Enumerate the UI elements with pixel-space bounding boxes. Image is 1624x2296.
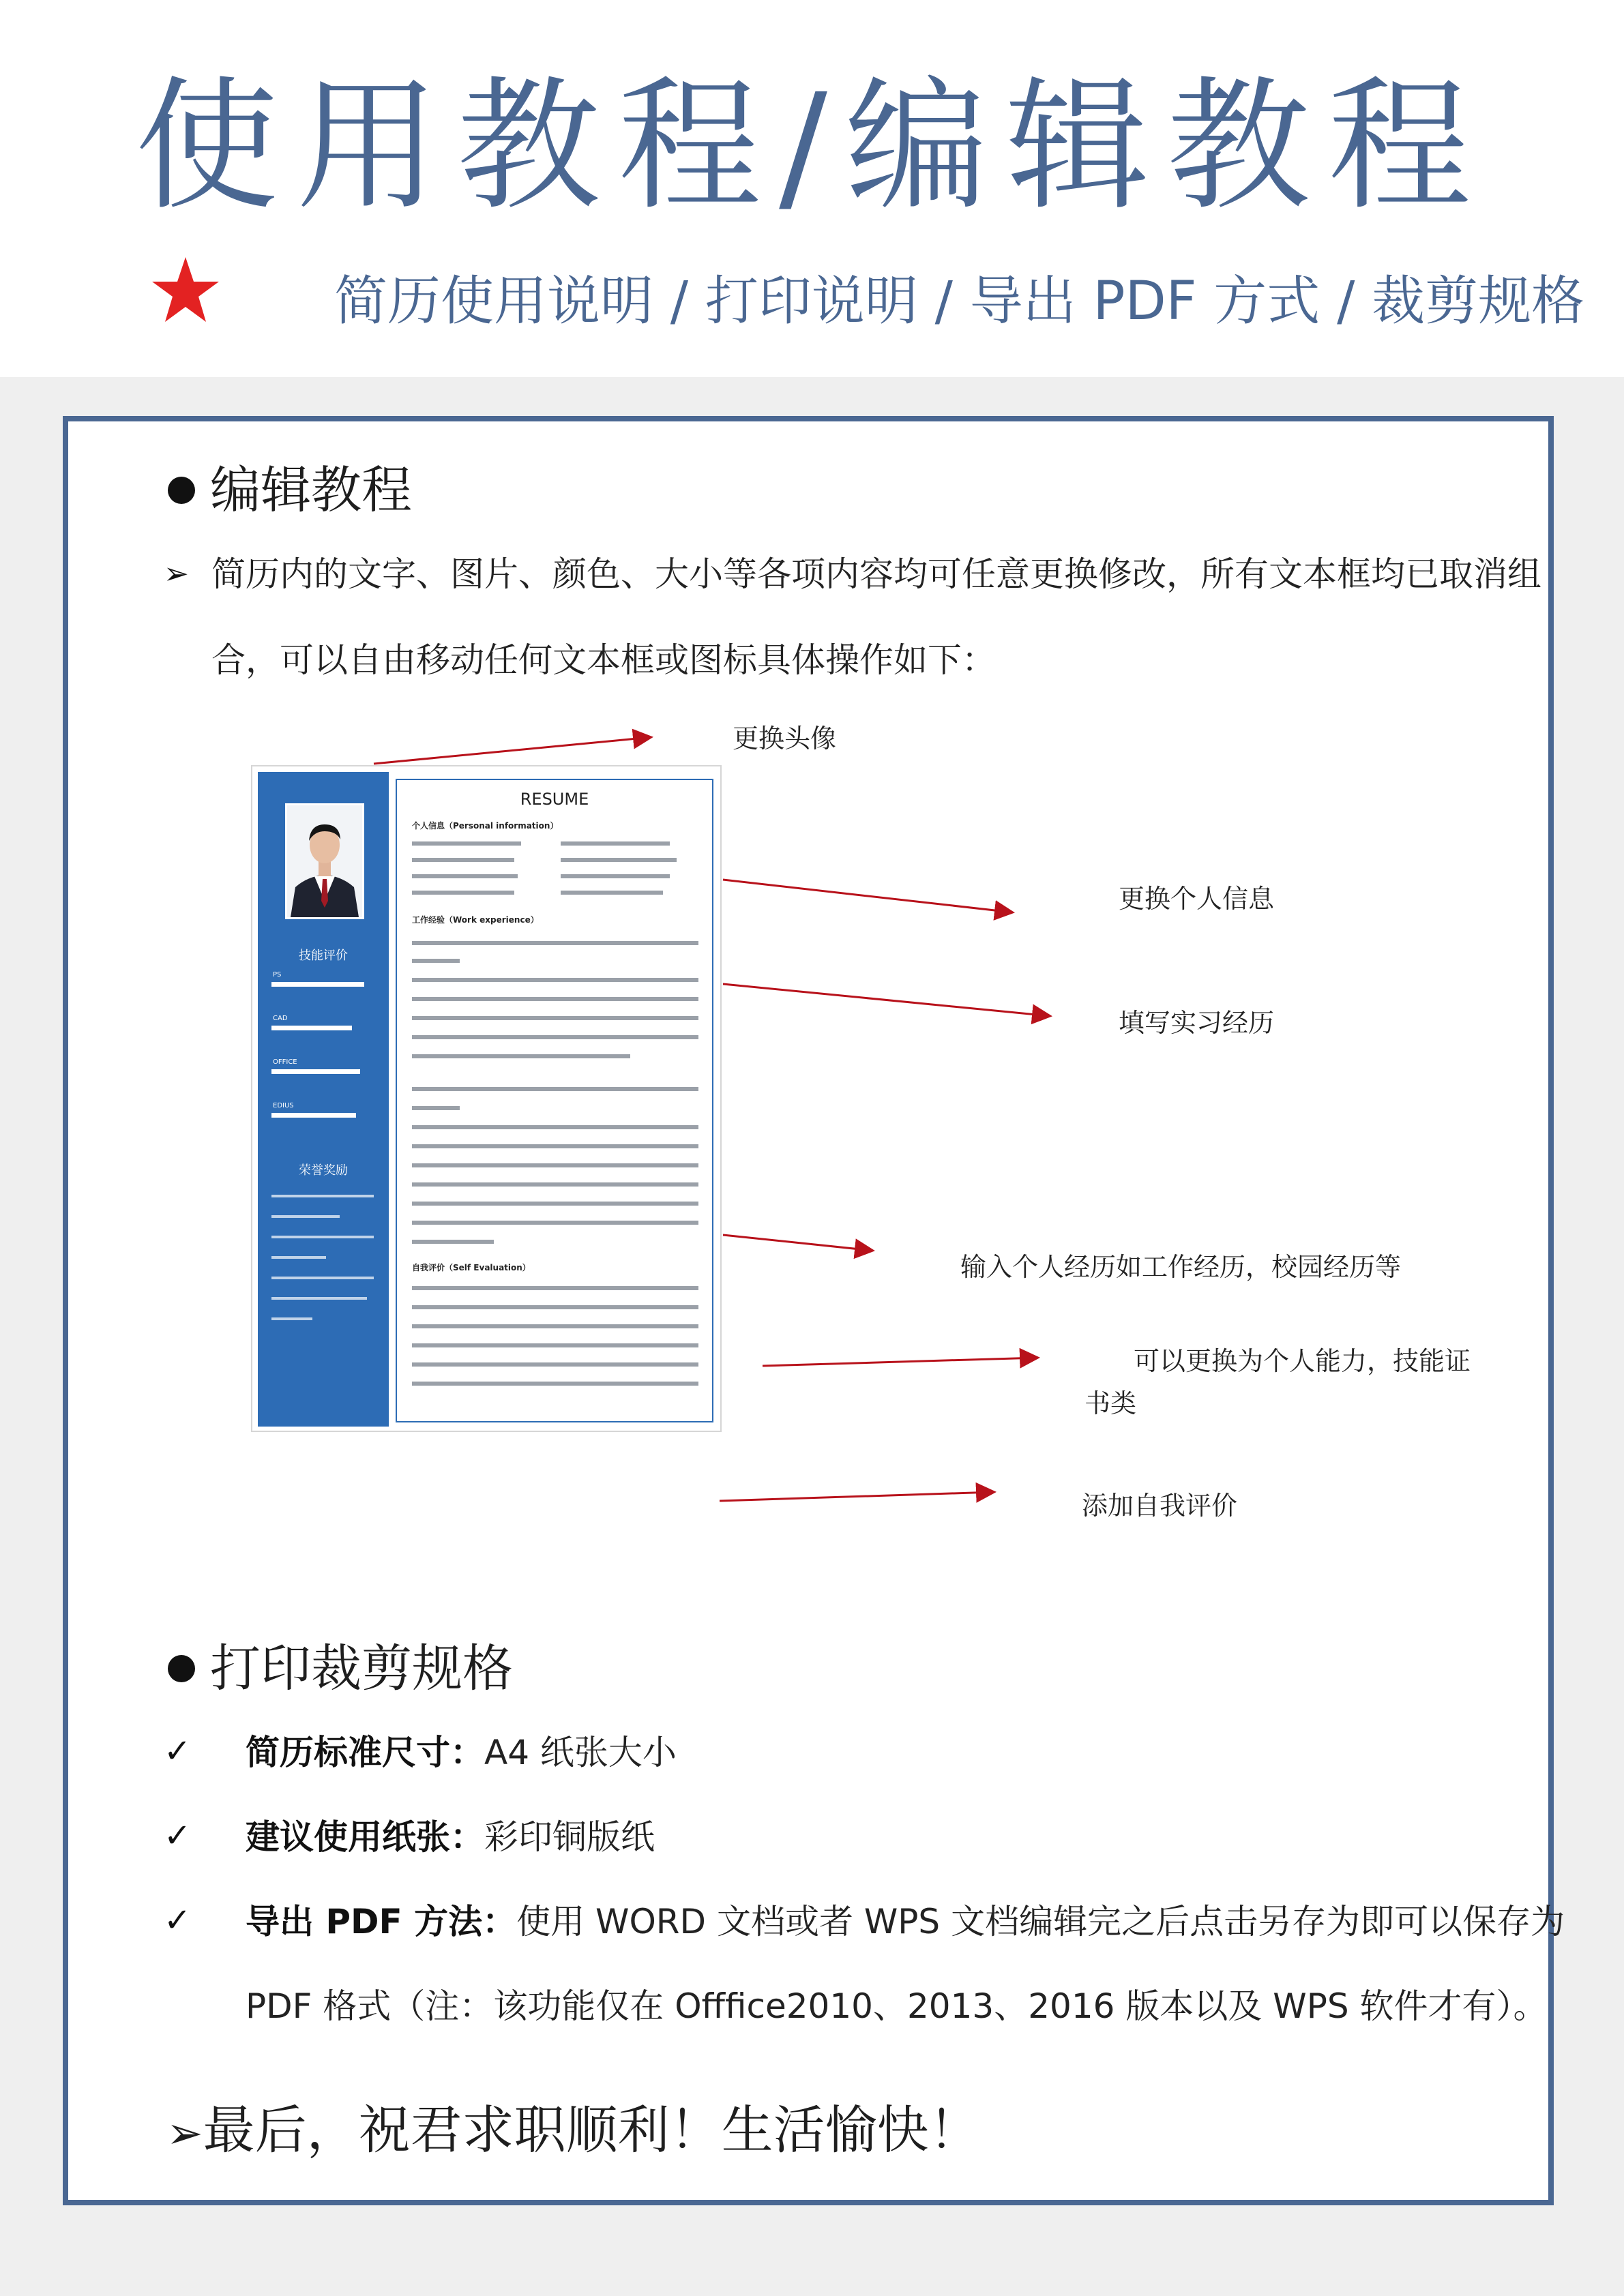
closing-line: [166, 2099, 981, 2165]
label-input-experience: 输入个人经历如工作经历，校园经历等: [960, 1252, 1402, 1282]
checkmark-icon: ✓: [164, 1817, 192, 1855]
resume-self-heading: 自我评价（Self Evaluation）: [412, 1263, 531, 1272]
arrow-avatar: [374, 737, 651, 764]
checkmark-icon: ✓: [164, 1901, 192, 1939]
resume-skills-heading: 技能评价: [299, 949, 348, 963]
print-heading-text: 打印裁剪规格: [210, 1639, 513, 1698]
arrow-internship: [723, 984, 1050, 1016]
print-section-heading: [168, 1638, 513, 1699]
arrow-self-eval: [720, 1492, 994, 1501]
label-ability-line1: 可以更换为个人能力，技能证: [1134, 1346, 1471, 1376]
print-item-export: [246, 1900, 1565, 1943]
arrow-personal-info: [723, 880, 1013, 912]
edit-heading-text: 编辑教程: [210, 461, 412, 520]
edit-para-line2: 合，可以自由移动任何文本框或图标具体操作如下：: [211, 640, 996, 680]
resume-skill-label: OFFICE: [273, 1058, 297, 1066]
resume-work-heading: 工作经验（Work experience）: [412, 915, 539, 925]
label-add-self-eval: 添加自我评价: [1082, 1491, 1238, 1521]
print-item-export-line2: PDF 格式（注：该功能仅在 Offfice2010、2013、2016 版本以及 WPS 软件才有）。: [246, 1986, 1548, 2026]
label-change-avatar: 更换头像: [733, 724, 837, 754]
arrow-bullet-icon: ➢: [164, 556, 189, 591]
resume-title: RESUME: [520, 790, 589, 809]
label-fill-internship: 填写实习经历: [1119, 1008, 1275, 1038]
checkmark-icon: ✓: [164, 1732, 192, 1770]
resume-skill-label: PS: [273, 971, 282, 979]
closing-text: 最后，祝君求职顺利！生活愉快！: [203, 2100, 981, 2160]
arrow-ability: [763, 1358, 1038, 1366]
print-item-text: A4 纸张大小: [484, 1733, 677, 1772]
arrow-experience: [723, 1235, 873, 1251]
page-subtitle: 简历使用说明 / 打印说明 / 导出 PDF 方式 / 裁剪规格: [334, 271, 1585, 332]
print-item-text: 使用 WORD 文档或者 WPS 文档编辑完之后点击另存为即可以保存为: [516, 1902, 1565, 1941]
edit-para-line1: 简历内的文字、图片、颜色、大小等各项内容均可任意更换修改，所有文本框均已取消组: [211, 554, 1541, 594]
print-item-size: [246, 1731, 677, 1774]
page-title: 使用教程/编辑教程: [135, 63, 1489, 230]
resume-personal-heading: 个人信息（Personal information）: [412, 821, 559, 831]
print-item-label: 导出 PDF 方法：: [246, 1902, 517, 1941]
print-item-text: 彩印铜版纸: [484, 1817, 655, 1857]
print-item-label: 建议使用纸张：: [246, 1817, 484, 1857]
resume-skill-label: CAD: [273, 1015, 288, 1022]
label-change-personal-info: 更换个人信息: [1119, 884, 1275, 914]
arrow-bullet-icon: ➢: [166, 2108, 203, 2159]
resume-skill-label: EDIUS: [273, 1102, 294, 1109]
print-item-label: 简历标准尺寸：: [246, 1733, 484, 1772]
bullet-dot-icon: [168, 1655, 195, 1682]
resume-honors-heading: 荣誉奖励: [299, 1163, 348, 1178]
label-ability-line2: 书类: [1084, 1388, 1137, 1418]
print-item-paper: [246, 1815, 655, 1859]
